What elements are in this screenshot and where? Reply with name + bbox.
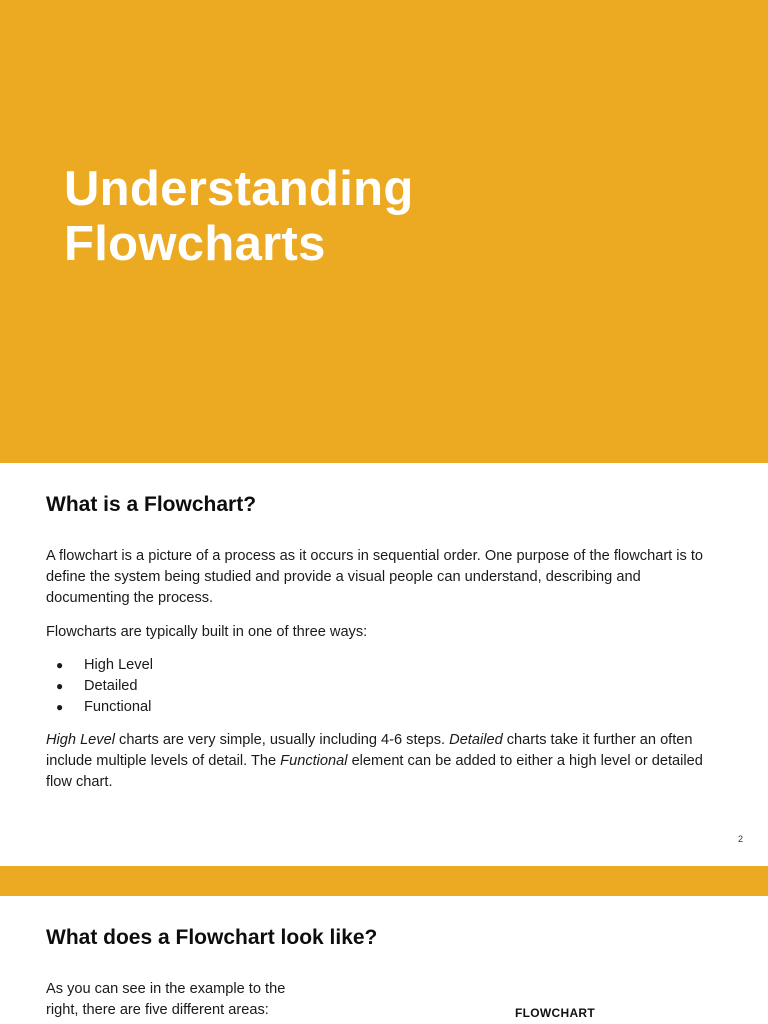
bullet-icon: ●: [56, 658, 64, 672]
section-heading: What is a Flowchart?: [46, 493, 257, 516]
description-text-3: element can be added to either a high level or detailed flow chart.: [46, 753, 703, 790]
list-item-label: High Level: [84, 657, 153, 673]
intro-paragraph: A flowchart is a picture of a process as it occurs in sequential order. One purpose of the flowchart is to define the system being studied and provide a visual people can understand, describing and documenting the process.: [46, 548, 704, 606]
description-text-1: charts are very simple, usually including 4-6 steps.: [114, 732, 450, 748]
page-number: 2: [738, 834, 744, 844]
high-level-term: High Level: [46, 732, 115, 748]
list-item-label: Functional: [84, 699, 152, 715]
flowchart-types-list: [46, 655, 726, 718]
description-text-2: charts take it further an often include multiple levels of detail. The: [46, 732, 693, 769]
title-line-2: Flowcharts: [64, 217, 326, 271]
ways-paragraph: Flowcharts are typically built in one of three ways:: [46, 624, 368, 640]
list-item: [46, 655, 726, 676]
intro-paragraph-block: [46, 546, 726, 609]
what-is-flowchart-section: [46, 491, 726, 519]
functional-term: Functional: [280, 753, 348, 769]
section-heading: What does a Flowchart look like?: [46, 926, 378, 949]
list-item: [46, 697, 726, 718]
types-description-paragraph: [46, 730, 726, 793]
areas-line-2: right, there are five different areas:: [46, 1002, 269, 1018]
bullet-icon: ●: [56, 700, 64, 714]
page-title: [64, 162, 414, 272]
ways-paragraph-block: [46, 622, 726, 643]
title-banner: [0, 0, 768, 463]
areas-paragraph-block: [46, 979, 366, 1021]
areas-line-1: As you can see in the example to the: [46, 981, 286, 997]
types-list-block: [46, 655, 726, 718]
list-item-label: Detailed: [84, 678, 138, 694]
types-description-block: [46, 730, 726, 793]
detailed-term: Detailed: [449, 732, 503, 748]
bullet-icon: ●: [56, 679, 64, 693]
list-item: [46, 676, 726, 697]
areas-paragraph: [46, 979, 366, 1021]
page-divider-band: [0, 866, 768, 896]
what-does-it-look-like-section: [46, 924, 726, 952]
flowchart-figure-label: FLOWCHART: [515, 1006, 596, 1020]
title-line-1: Understanding: [64, 162, 414, 216]
